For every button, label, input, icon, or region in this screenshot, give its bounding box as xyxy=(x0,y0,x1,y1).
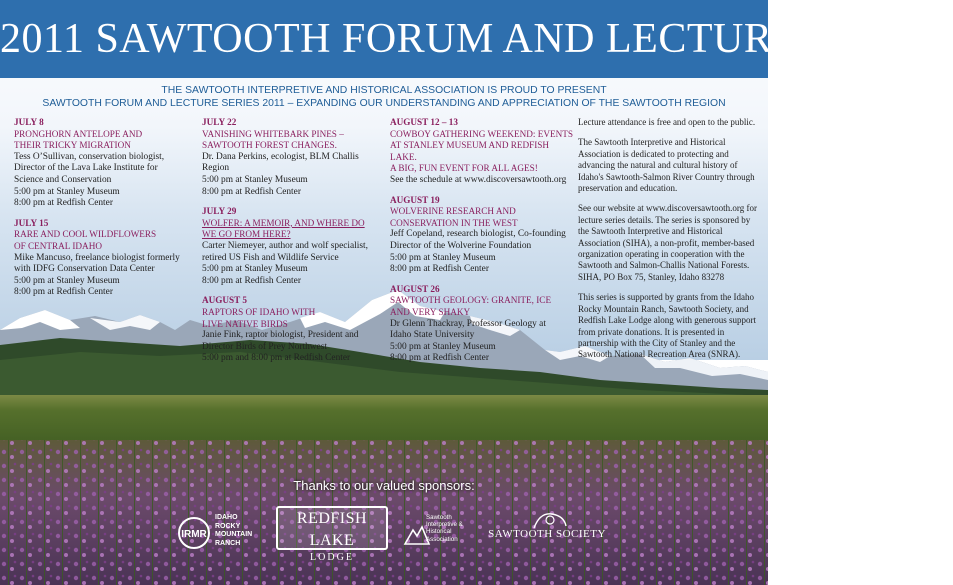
event-detail: 8:00 pm at Redfish Center xyxy=(202,275,301,286)
sponsor-idaho-rocky-mountain-ranch xyxy=(177,512,267,554)
info-paragraph: This series is supported by grants from the Idaho Rocky Mountain Ranch, Sawtooth Society, and Redfish Lake Lodge along with generous support from private donations. It is presented in partnership with the City of Stanley and the Sawtooth National Recreation Area (SNRA). xyxy=(578,292,756,360)
event-date: JULY 15 xyxy=(14,217,49,228)
header-banner xyxy=(0,0,953,78)
event-title: LIVE NATIVE BIRDS xyxy=(202,318,288,329)
event-detail: retired US Fish and Wildlife Service xyxy=(202,252,339,263)
event-detail: Mike Mancuso, freelance biologist formerly xyxy=(14,252,180,263)
event-title: RAPTORS OF IDAHO WITH xyxy=(202,306,316,317)
intro-line-1: THE SAWTOOTH INTERPRETIVE AND HISTORICAL ASSOCIATION IS PROUD TO PRESENT xyxy=(161,85,607,96)
page-title: 2011 SAWTOOTH FORUM AND LECTURE SERIES xyxy=(0,16,953,62)
event-item xyxy=(202,117,386,198)
event-item xyxy=(14,117,194,210)
redfish-main: REDFISH LAKE xyxy=(296,510,368,549)
event-detail: 8:00 pm at Redfish Center xyxy=(14,287,113,298)
event-date: AUGUST 26 xyxy=(390,283,440,294)
info-paragraph: See our website at www.discoversawtooth.org for lecture series details. The series is sponsored by the Sawtooth Interpretive and Historical Association (SIHA), a non-profit, member-based organization operating in cooperation with the Sawtooth and Salmon-Challis National Forests. SIHA, PO Box 75, Stanley, Idaho 83278 xyxy=(578,203,757,282)
event-detail: Dr Glenn Thackray, Professor Geology at xyxy=(390,318,546,329)
event-title: PRONGHORN ANTELOPE AND xyxy=(14,128,143,139)
sponsors-heading: Thanks to our valued sponsors: xyxy=(293,478,475,493)
irmr-name xyxy=(215,514,252,548)
event-title: OF CENTRAL IDAHO xyxy=(14,240,102,251)
siha-line: Association xyxy=(426,535,458,543)
event-detail: 5:00 pm at Stanley Museum xyxy=(14,186,120,197)
society-name: SAWTOOTH SOCIETY xyxy=(488,528,606,540)
event-title: COWBOY GATHERING WEEKEND: EVENTS xyxy=(390,128,573,139)
siha-line: Interpretive & xyxy=(426,521,463,529)
event-date: AUGUST 5 xyxy=(202,295,248,306)
event-date: JULY 8 xyxy=(14,117,44,127)
event-item xyxy=(390,284,574,365)
event-date: JULY 29 xyxy=(202,206,237,217)
irmr-line: ROCKY xyxy=(215,522,241,530)
irmr-line: RANCH xyxy=(215,539,241,547)
info-paragraph: Lecture attendance is free and open to the public. xyxy=(578,117,756,127)
redfish-sub: LODGE xyxy=(310,552,354,563)
event-detail: 5:00 pm at Stanley Museum xyxy=(202,264,308,275)
event-detail: See the schedule at www.discoversawtooth.org xyxy=(390,174,567,185)
event-detail: Dr. Dana Perkins, ecologist, BLM Challis Region xyxy=(202,151,359,174)
event-detail: 8:00 pm at Redfish Center xyxy=(14,198,113,209)
events-column-1 xyxy=(14,117,194,307)
event-detail: Idaho State University xyxy=(390,330,475,341)
event-detail: Carter Niemeyer, author and wolf specialist, xyxy=(202,240,368,251)
event-detail: 8:00 pm at Redfish Center xyxy=(202,186,301,197)
event-date: JULY 22 xyxy=(202,117,237,127)
siha-line: Historical xyxy=(426,528,452,536)
event-item xyxy=(390,195,574,276)
irmr-mark: IRMR xyxy=(181,529,207,540)
event-title: SAWTOOTH GEOLOGY: GRANITE, ICE xyxy=(390,295,552,306)
event-item xyxy=(390,117,574,187)
event-title: WE GO FROM HERE? xyxy=(202,229,291,240)
event-detail: Tess O’Sullivan, conservation biologist, xyxy=(14,151,165,162)
irmr-emblem-icon xyxy=(177,516,211,550)
event-title: VANISHING WHITEBARK PINES – xyxy=(202,128,344,139)
event-detail: Director of the Lava Lake Institute for xyxy=(14,163,158,174)
event-detail: 5:00 pm and 8:00 pm at Redfish Center xyxy=(202,353,351,364)
event-detail: Jeff Copeland, research biologist, Co-founding xyxy=(390,229,566,240)
siha-name xyxy=(426,514,463,543)
event-detail: 8:00 pm at Redfish Center xyxy=(390,264,489,275)
intro-text xyxy=(0,84,768,110)
event-detail: Director of the Wolverine Foundation xyxy=(390,240,532,251)
events-column-3 xyxy=(390,117,574,373)
sponsor-redfish-lake-lodge xyxy=(276,506,388,563)
event-title: AND VERY SHAKY xyxy=(390,306,471,317)
event-item xyxy=(14,218,194,299)
event-title: CONSERVATION IN THE WEST xyxy=(390,217,518,228)
event-detail: 5:00 pm at Stanley Museum xyxy=(202,174,308,185)
event-title: RARE AND COOL WILDFLOWERS xyxy=(14,229,157,240)
event-detail: Janie Fink, raptor biologist, President and xyxy=(202,330,359,341)
irmr-line: MOUNTAIN xyxy=(215,531,253,538)
events-column-2 xyxy=(202,117,386,373)
event-detail: 5:00 pm at Stanley Museum xyxy=(14,275,120,286)
event-date: AUGUST 12 – 13 xyxy=(390,117,458,127)
event-date: AUGUST 19 xyxy=(390,194,440,205)
event-title: WOLVERINE RESEARCH AND xyxy=(390,206,516,217)
event-title: WOLFER: A MEMOIR, AND WHERE DO xyxy=(202,217,365,228)
event-item xyxy=(202,295,386,365)
sponsor-sawtooth-society xyxy=(482,508,612,548)
event-title: SAWTOOTH FOREST CHANGES. xyxy=(202,140,337,151)
intro-line-2: SAWTOOTH FORUM AND LECTURE SERIES 2011 – EXPANDING OUR UNDERSTANDING AND APPRECIATION OF THE SAWTOOTH REGION xyxy=(42,98,726,109)
event-detail: 5:00 pm at Stanley Museum xyxy=(390,252,496,263)
siha-line: Sawtooth xyxy=(426,514,452,521)
event-detail: Director Birds of Prey Northwest xyxy=(202,341,327,352)
event-title: A BIG, FUN EVENT FOR ALL AGES! xyxy=(390,163,538,174)
event-detail: Science and Conservation xyxy=(14,174,112,185)
event-detail: with IDFG Conservation Data Center xyxy=(14,264,155,275)
info-paragraph: The Sawtooth Interpretive and Historical Association is dedicated to protecting and advancing the natural and cultural history of Idaho's Sawtooth-Salmon River Country through preservation and education. xyxy=(578,137,755,194)
irmr-line: IDAHO xyxy=(215,514,238,521)
event-item xyxy=(202,206,386,287)
info-column xyxy=(578,117,758,370)
event-title: AT STANLEY MUSEUM AND REDFISH LAKE. xyxy=(390,140,550,162)
event-title: THEIR TRICKY MIGRATION xyxy=(14,140,131,151)
sponsor-siha xyxy=(404,512,474,552)
event-detail: 8:00 pm at Redfish Center xyxy=(390,353,489,364)
event-detail: 5:00 pm at Stanley Museum xyxy=(390,341,496,352)
